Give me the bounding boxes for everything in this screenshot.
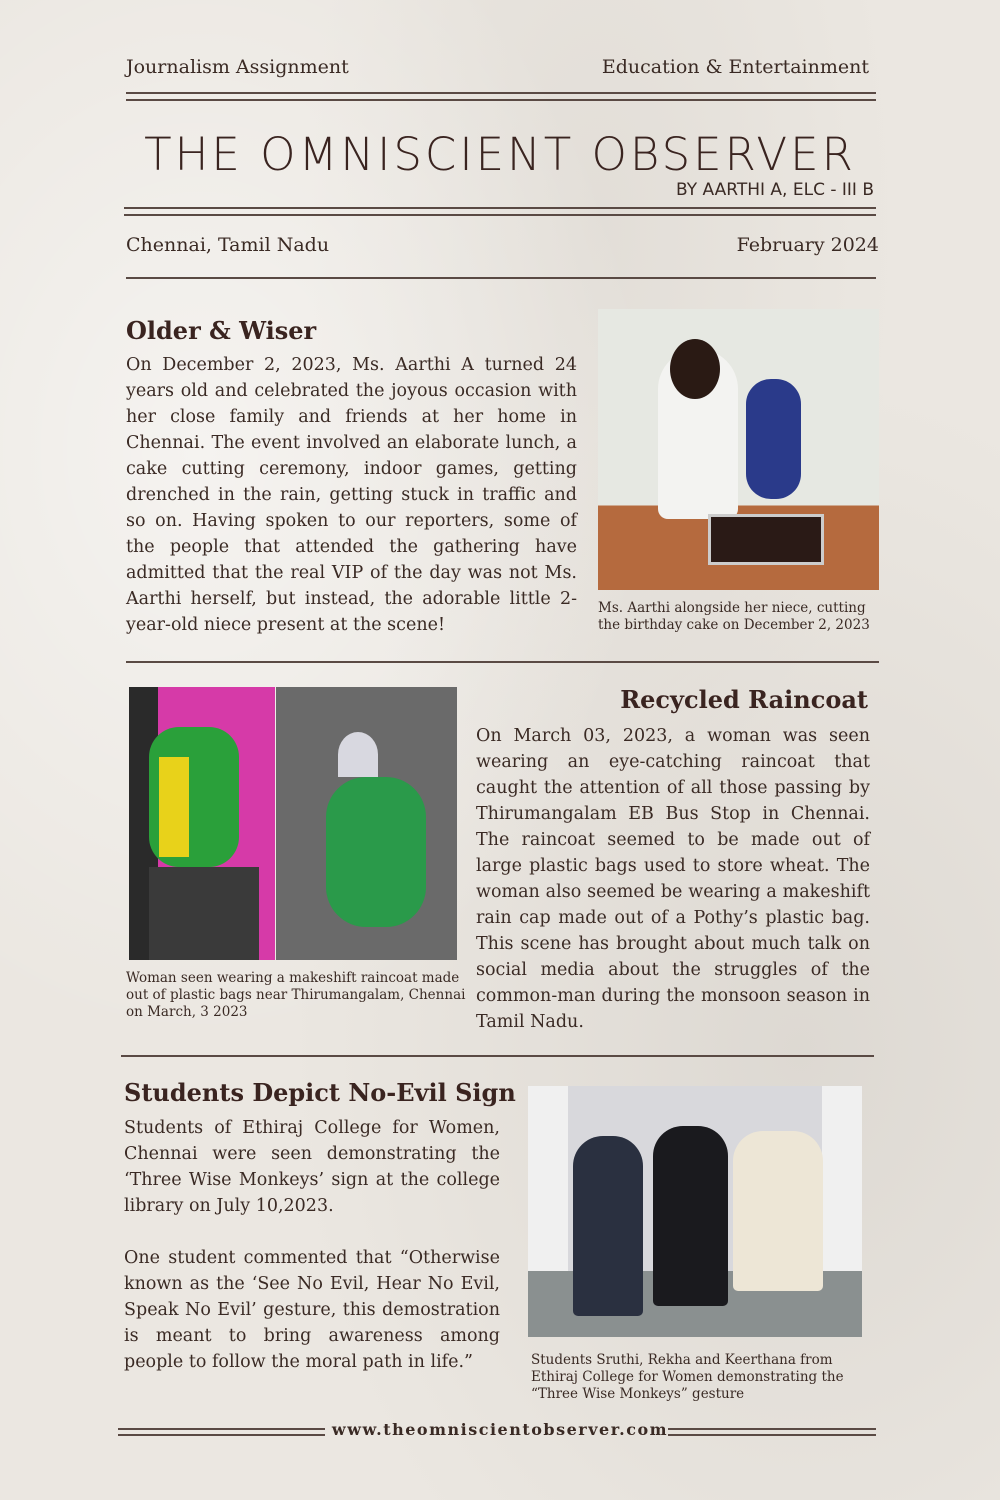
divider <box>668 1434 876 1436</box>
photo-caption: Woman seen wearing a makeshift raincoat made out of plastic bags near Thirumangalam, Chennai on March, 3 2023 <box>126 970 466 1020</box>
divider <box>126 92 876 94</box>
raincoat-photo-2 <box>276 687 457 960</box>
divider <box>121 1055 874 1057</box>
divider <box>126 99 876 101</box>
birthday-photo <box>598 309 879 590</box>
raincoat-photo-1 <box>129 687 275 960</box>
students-photo <box>528 1086 862 1337</box>
article-body: Students of Ethiraj College for Women, Chennai were seen demonstrating the ‘Three Wise Monkeys’ sign at the college library on July 10,2023. <box>124 1118 500 1216</box>
issue-date: February 2024 <box>736 234 879 256</box>
byline: BY AARTHI A, ELC - III B <box>676 180 874 200</box>
photo-caption: Students Sruthi, Rekha and Keerthana from Ethiraj College for Women demonstrating the “Three Wise Monkeys” gesture <box>531 1352 844 1402</box>
article-headline: Recycled Raincoat <box>620 685 868 714</box>
divider <box>124 207 876 209</box>
footer-website-link[interactable]: www.theomniscientobserver.com <box>331 1420 669 1439</box>
article-headline: Older & Wiser <box>126 316 317 345</box>
divider <box>126 277 876 279</box>
article-body-quote: One student commented that “Otherwise known as the ‘See No Evil, Hear No Evil, Speak No Evil’ gesture, this demostration is meant to bring awareness among people to follow the moral path in life.” <box>124 1248 500 1372</box>
article-body: On December 2, 2023, Ms. Aarthi A turned 24 years old and celebrated the joyous occasion with her close family and friends at her home in Chennai. The event involved an elaborate lunch, a cake cutting ceremony, indoor games, getting drenched in the rain, getting stuck in traffic and so on. Having spoken to our reporters, some of the people that attended the gathering have admitted that the real VIP of the day was not Ms. Aarthi herself, but instead, the adorable little 2-year-old niece present at the scene! <box>126 355 577 635</box>
article-body: On March 03, 2023, a woman was seen wearing an eye-catching raincoat that caught the attention of all those passing by Thirumangalam EB Bus Stop in Chennai. The raincoat seemed to be made out of large plastic bags used to store wheat. The woman also seemed be wearing a makeshift rain cap made out of a Pothy’s plastic bag. This scene has brought about much talk on social media about the struggles of the common-man during the monsoon season in Tamil Nadu. <box>476 726 870 1032</box>
section-label: Journalism Assignment <box>126 56 349 78</box>
photo-caption: Ms. Aarthi alongside her niece, cutting the birthday cake on December 2, 2023 <box>598 600 870 633</box>
category-label: Education & Entertainment <box>601 56 869 78</box>
location: Chennai, Tamil Nadu <box>126 234 330 256</box>
masthead-title: THE OMNISCIENT OBSERVER <box>144 128 856 181</box>
divider <box>668 1428 876 1430</box>
divider <box>126 661 879 663</box>
article-headline: Students Depict No-Evil Sign <box>124 1078 516 1107</box>
divider <box>124 214 876 216</box>
